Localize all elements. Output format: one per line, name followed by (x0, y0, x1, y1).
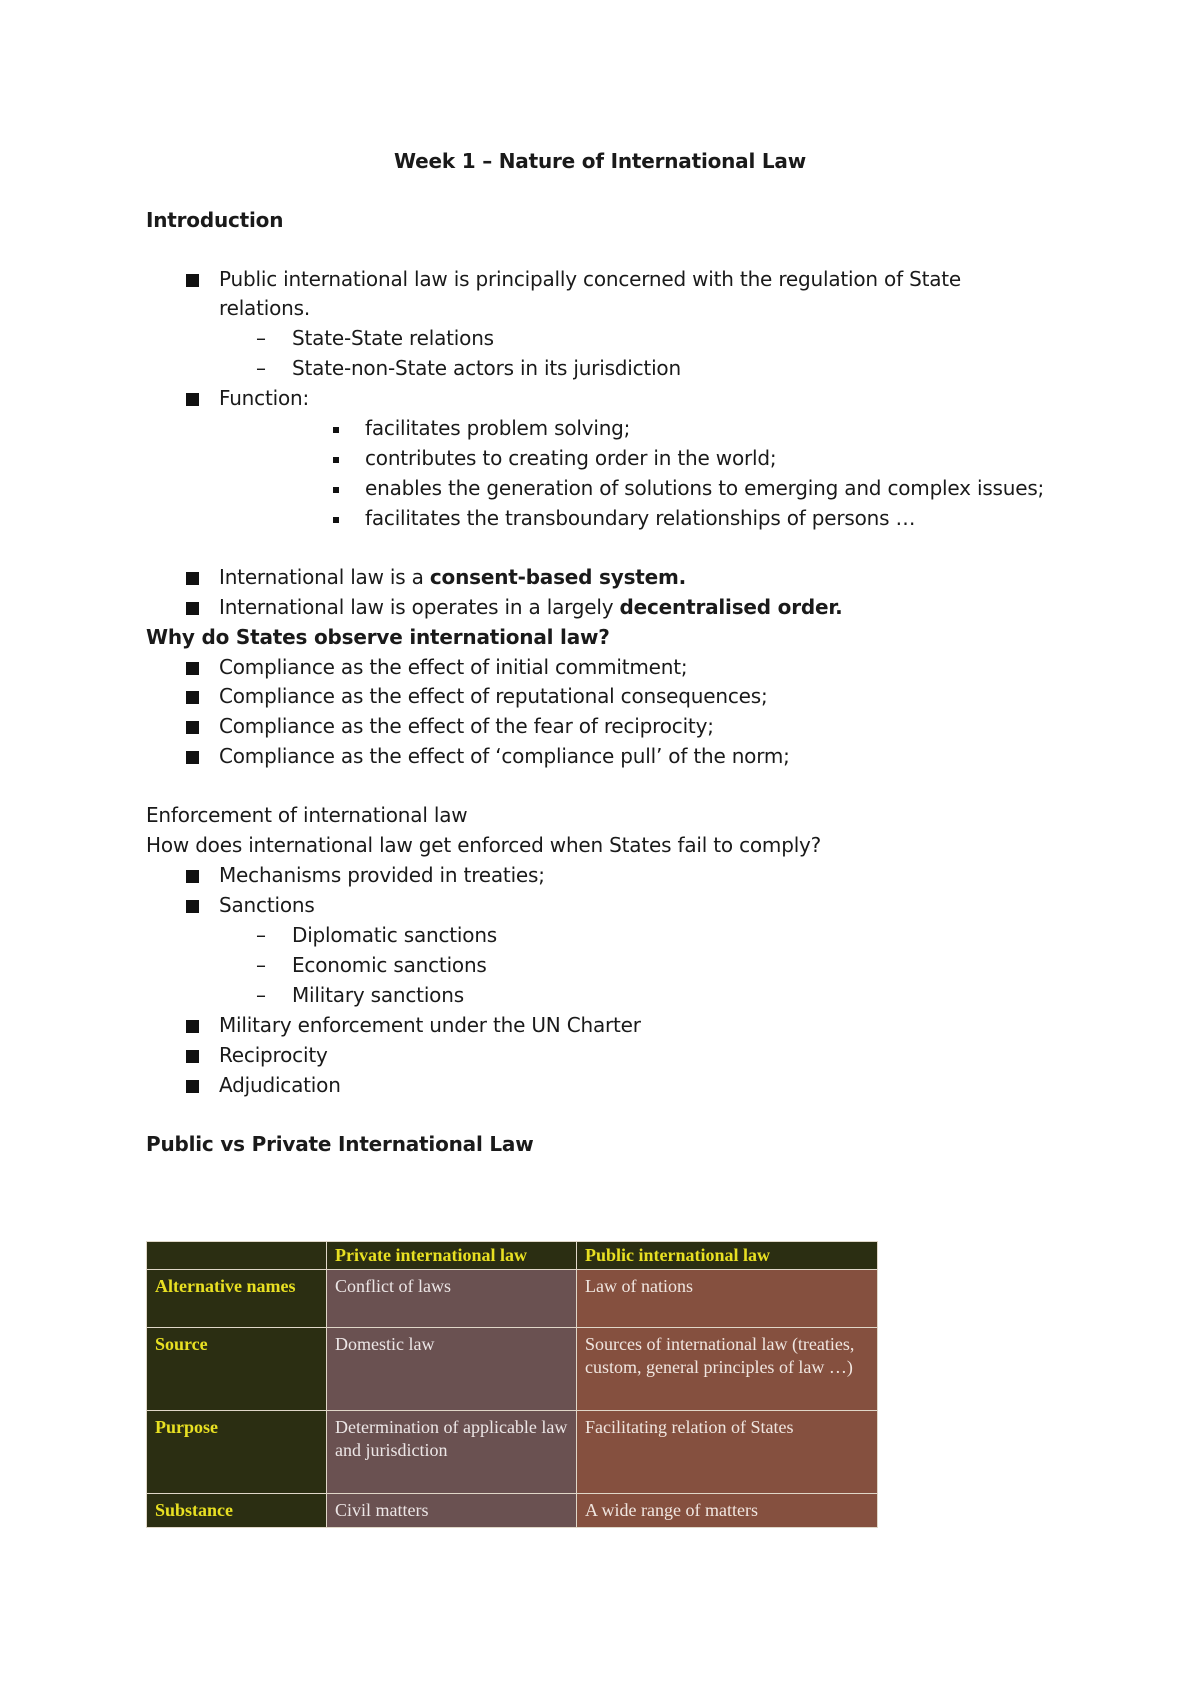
enforcement-item: Mechanisms provided in treaties; (219, 863, 545, 887)
consent-bold: consent-based system. (429, 565, 687, 589)
why-item: Compliance as the effect of the fear of reciprocity; (219, 714, 714, 738)
public-cell: Facilitating relation of States (577, 1411, 878, 1494)
consent-bullet (219, 563, 686, 591)
why-item: Compliance as the effect of reputational consequences; (219, 684, 768, 708)
table-header-row (147, 1242, 878, 1270)
why-heading: Why do States observe international law? (146, 625, 610, 649)
dash-icon: – (256, 953, 266, 977)
bullet-square-icon (186, 751, 199, 764)
intro-bullet-1-line-1: Public international law is principally concerned with the regulation of State (219, 267, 962, 291)
enforcement-question: How does international law get enforced when States fail to comply? (146, 833, 822, 857)
table-row (147, 1411, 878, 1494)
small-square-bullet-icon (333, 487, 339, 493)
private-cell: Civil matters (327, 1494, 577, 1528)
why-item: Compliance as the effect of initial commitment; (219, 655, 688, 679)
function-item: contributes to creating order in the world; (365, 446, 777, 470)
consent-prefix: International law is a (219, 565, 430, 589)
bullet-square-icon (186, 870, 199, 883)
sanction-item: Military sanctions (292, 983, 464, 1007)
intro-sub-item-1: State-State relations (292, 326, 494, 350)
decentral-bullet (219, 593, 843, 621)
column-header-private: Private international law (327, 1242, 577, 1270)
bullet-square-icon (186, 274, 199, 287)
sanction-item: Diplomatic sanctions (292, 923, 498, 947)
small-square-bullet-icon (333, 457, 339, 463)
function-label: Function: (219, 386, 310, 410)
why-item: Compliance as the effect of ‘compliance pull’ of the norm; (219, 744, 790, 768)
intro-sub-item-2: State-non-State actors in its jurisdiction (292, 356, 681, 380)
private-cell: Determination of applicable law and jurisdiction (327, 1411, 577, 1494)
enforcement-item: Military enforcement under the UN Charter (219, 1013, 641, 1037)
dash-icon: – (256, 983, 266, 1007)
bullet-square-icon (186, 721, 199, 734)
bullet-square-icon (186, 602, 199, 615)
decentral-prefix: International law is operates in a largely (219, 595, 620, 619)
table-row (147, 1270, 878, 1328)
bullet-square-icon (186, 393, 199, 406)
enforcement-item: Reciprocity (219, 1043, 328, 1067)
public-cell: Sources of international law (treaties, custom, general principles of law …) (577, 1328, 878, 1411)
small-square-bullet-icon (333, 427, 339, 433)
bullet-square-icon (186, 1080, 199, 1093)
enforcement-item: Adjudication (219, 1073, 341, 1097)
row-header: Source (147, 1328, 327, 1411)
table-row (147, 1494, 878, 1528)
table-corner-cell (147, 1242, 327, 1270)
row-header: Purpose (147, 1411, 327, 1494)
sanction-item: Economic sanctions (292, 953, 487, 977)
comparison-table (146, 1241, 878, 1528)
private-cell: Conflict of laws (327, 1270, 577, 1328)
function-item: facilitates problem solving; (365, 416, 631, 440)
bullet-square-icon (186, 1020, 199, 1033)
table-row (147, 1328, 878, 1411)
public-vs-private-heading: Public vs Private International Law (146, 1132, 534, 1156)
dash-icon: – (256, 356, 266, 380)
public-cell: Law of nations (577, 1270, 878, 1328)
enforcement-heading: Enforcement of international law (146, 803, 468, 827)
bullet-square-icon (186, 662, 199, 675)
function-item: facilitates the transboundary relationships of persons … (365, 506, 916, 530)
function-item: enables the generation of solutions to emerging and complex issues; (365, 476, 1045, 500)
row-header: Alternative names (147, 1270, 327, 1328)
bullet-square-icon (186, 900, 199, 913)
dash-icon: – (256, 923, 266, 947)
row-header: Substance (147, 1494, 327, 1528)
public-cell: A wide range of matters (577, 1494, 878, 1528)
small-square-bullet-icon (333, 517, 339, 523)
introduction-heading: Introduction (146, 208, 284, 232)
decentral-bold: decentralised order. (619, 595, 843, 619)
column-header-public: Public international law (577, 1242, 878, 1270)
dash-icon: – (256, 326, 266, 350)
intro-bullet-1-line-2: relations. (219, 296, 310, 320)
page-title: Week 1 – Nature of International Law (393, 149, 807, 173)
bullet-square-icon (186, 1050, 199, 1063)
private-cell: Domestic law (327, 1328, 577, 1411)
bullet-square-icon (186, 691, 199, 704)
bullet-square-icon (186, 572, 199, 585)
enforcement-item: Sanctions (219, 893, 315, 917)
